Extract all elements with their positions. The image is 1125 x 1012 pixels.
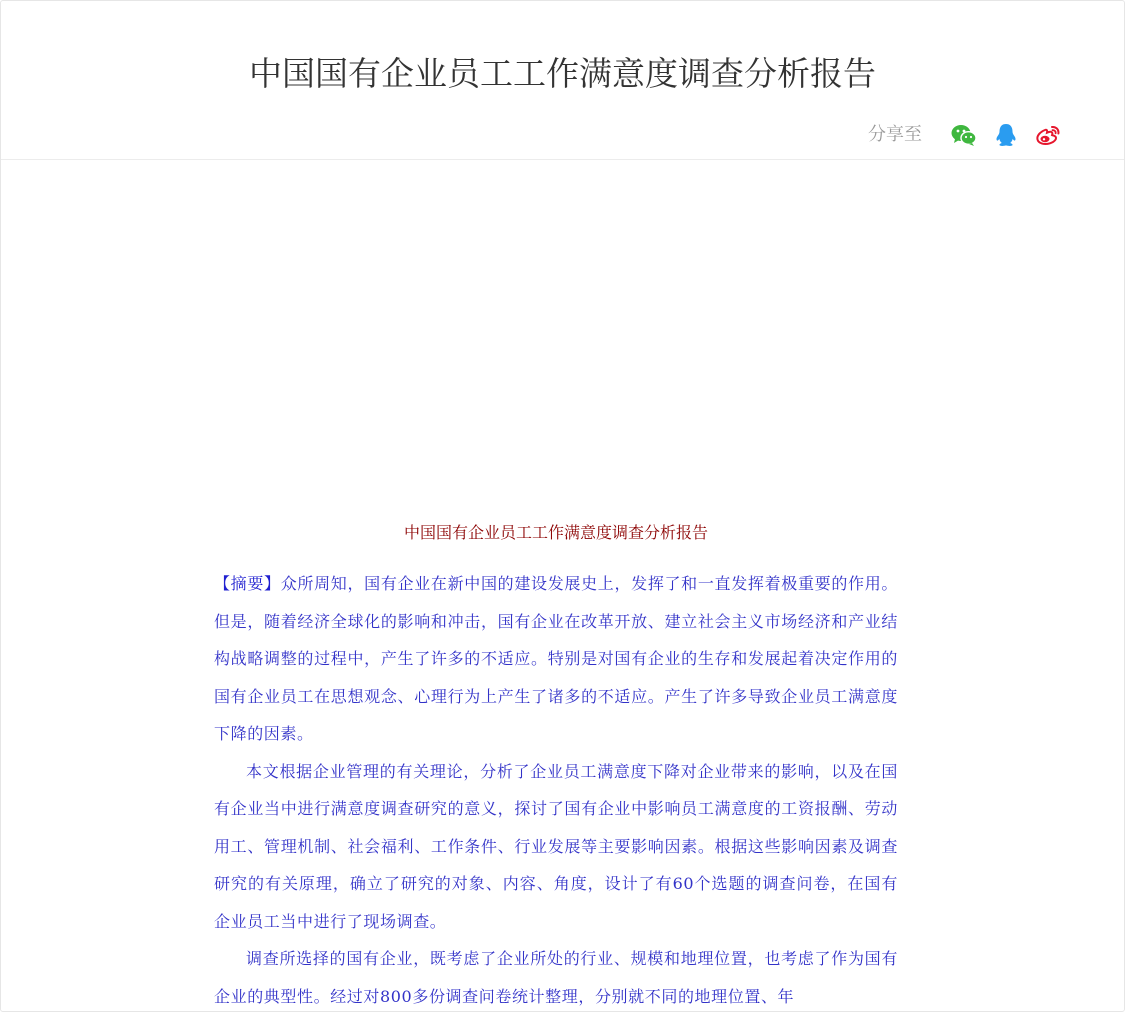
body-paragraph: 本文根据企业管理的有关理论，分析了企业员工满意度下降对企业带来的影响，以及在国有企业当中进行满意度调查研究的意义，探讨了国有企业中影响员工满意度的工资报酬、劳动用工、管理机制、社会福利、工作条件、行业发展等主要影响因素。根据这些影响因素及调查研究的有关原理，确立了研究的对象、内容、角度，设计了有60个选题的调查问卷，在国有企业员工当中进行了现场调查。 bbox=[214, 761, 898, 931]
body-paragraph: 调查所选择的国有企业，既考虑了企业所处的行业、规模和地理位置，也考虑了作为国有企业的典型性。经过对800多份调查问卷统计整理，分别就不同的地理位置、年 bbox=[214, 949, 898, 1006]
article-header bbox=[1, 1, 1124, 160]
article-body bbox=[214, 517, 898, 1012]
abstract-label: 【摘要】 bbox=[214, 574, 281, 593]
page-title: 中国国有企业员工工作满意度调查分析报告 bbox=[249, 54, 876, 93]
ad-placeholder bbox=[1, 161, 1124, 511]
qq-icon[interactable] bbox=[992, 121, 1020, 149]
wechat-icon[interactable] bbox=[950, 121, 978, 149]
share-label: 分享至 bbox=[868, 124, 922, 145]
document-title: 中国国有企业员工工作满意度调查分析报告 bbox=[403, 523, 708, 542]
weibo-icon[interactable] bbox=[1034, 121, 1062, 149]
share-bar bbox=[868, 119, 1062, 151]
abstract-paragraph bbox=[214, 565, 898, 753]
abstract-text: 众所周知，国有企业在新中国的建设发展史上，发挥了和一直发挥着极重要的作用。但是，随着经济全球化的影响和冲击，国有企业在改革开放、建立社会主义市场经济和产业结构战略调整的过程中，产生了许多的不适应。特别是对国有企业的生存和发展起着决定作用的国有企业员工在思想观念、心理行为上产生了诸多的不适应。产生了许多导致企业员工满意度下降的因素。 bbox=[214, 574, 899, 743]
